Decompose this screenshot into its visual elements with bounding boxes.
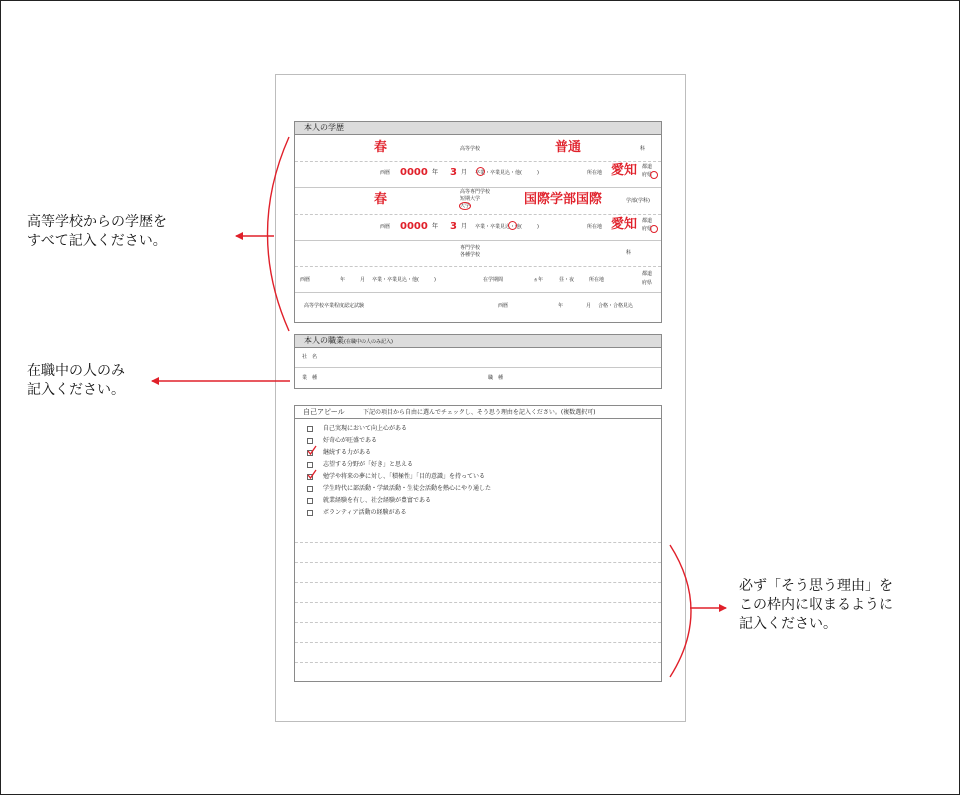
company-label: 社 名 xyxy=(302,354,318,360)
pref-suffix: 都道 xyxy=(642,271,653,277)
period-label: 在学期間 xyxy=(483,277,504,283)
note-line: 記入ください。 xyxy=(739,616,837,632)
pref-suffix: 都道 xyxy=(642,164,653,170)
year-label: 年 xyxy=(432,169,439,176)
department-2: 国際学部国際 xyxy=(524,192,603,207)
day-night-label: 昼・夜 xyxy=(559,277,575,283)
appeal-item-label: 志望する分野が「好き」と思える xyxy=(323,461,414,468)
note-line: 在職中の人のみ xyxy=(27,363,125,379)
grad-status-1: 卒業・卒業見込・他( ) xyxy=(475,170,539,176)
grad-status-2: 卒業・卒業見込・他( ) xyxy=(475,224,539,230)
dept-suffix-3: 科 xyxy=(626,250,632,256)
note-appeal xyxy=(739,577,893,634)
school-type-label: 各種学校 xyxy=(460,252,481,258)
era-label: 西暦 xyxy=(380,224,391,230)
location-label: 所在地 xyxy=(589,277,605,283)
appeal-item-label: 勉学や将来の夢に対し、「積極性」「目的意識」を持っている xyxy=(323,473,486,480)
school-type-label: 大学 xyxy=(460,203,471,209)
appeal-item-label: 好奇心が旺盛である xyxy=(323,437,378,444)
note-occupation xyxy=(27,362,125,400)
month-label: 月 xyxy=(461,223,468,230)
education-bracket xyxy=(268,137,290,331)
school-type-label: 専門学校 xyxy=(460,245,481,251)
location-label: 所在地 xyxy=(587,224,603,230)
pref-suffix: 府県 xyxy=(642,172,653,178)
month-label: 月 xyxy=(461,169,468,176)
grad-year-1: 0000 xyxy=(400,167,428,178)
note-line: 記入ください。 xyxy=(27,382,125,398)
occupation-title-note: (在職中の人のみ記入) xyxy=(344,339,393,345)
pref-suffix: 府県 xyxy=(642,226,653,232)
dept-suffix-1: 科 xyxy=(640,146,646,152)
location-label: 所在地 xyxy=(587,170,603,176)
year-label: 年 xyxy=(432,223,439,230)
education-header: 本人の学歴 xyxy=(294,121,662,135)
school-type-label-1: 高等学校 xyxy=(460,146,481,152)
appeal-item-label: 継続する力がある xyxy=(323,449,372,456)
pref-suffix: 都道 xyxy=(642,218,653,224)
appeal-title: 自己アピール xyxy=(303,408,345,416)
department-1: 普通 xyxy=(555,140,582,155)
exam-result-label: 合格・合格見込 xyxy=(598,303,634,309)
note-line: すべて記入ください。 xyxy=(27,233,167,249)
pref-suffix: 府県 xyxy=(642,280,653,286)
note-line: 高等学校からの学歴を xyxy=(27,214,167,230)
note-line: 必ず「そう思う理由」を xyxy=(739,578,893,594)
grad-month-1: 3 xyxy=(450,167,457,178)
school-name-1: 春 xyxy=(374,140,388,155)
job-type-label: 職 種 xyxy=(488,375,504,381)
year-label: 年 xyxy=(558,303,564,309)
year-label: 年 xyxy=(340,277,346,283)
school-type-label: 高等専門学校 xyxy=(460,189,491,195)
note-line: この枠内に収まるように xyxy=(739,597,893,613)
dept-suffix-2: 学部(学科) xyxy=(626,198,650,204)
appeal-item-label: ボランティア活動の経験がある xyxy=(323,509,407,516)
industry-label: 業 種 xyxy=(302,375,318,381)
month-label: 月 xyxy=(360,277,366,283)
era-label: 西暦 xyxy=(498,303,509,309)
appeal-item-label: 学生時代に部活動・学級活動・生徒会活動を熱心にやり通した xyxy=(323,485,492,492)
school-name-2: 春 xyxy=(374,192,388,207)
years-label: ヵ年 xyxy=(533,277,544,283)
appeal-instruction: 下記の項目から自由に選んでチェックし、そう思う理由を記入ください。(複数選択可) xyxy=(363,409,596,416)
prefecture-2: 愛知 xyxy=(611,217,638,232)
grad-status-3: 卒業・卒業見込・他( ) xyxy=(372,277,436,283)
grad-year-2: 0000 xyxy=(400,221,428,232)
occupation-title: 本人の職業 xyxy=(304,336,344,345)
era-label: 西暦 xyxy=(300,277,311,283)
grad-month-2: 3 xyxy=(450,221,457,232)
prefecture-1: 愛知 xyxy=(611,163,638,178)
appeal-item-label: 自己実現において向上心がある xyxy=(323,425,408,432)
equivalency-exam-label: 高等学校卒業程度認定試験 xyxy=(304,303,365,309)
appeal-bracket xyxy=(670,545,691,677)
month-label: 月 xyxy=(586,303,592,309)
era-label: 西暦 xyxy=(380,170,391,176)
school-type-label: 短期大学 xyxy=(460,196,481,202)
note-education xyxy=(27,213,167,251)
appeal-item-label: 就業経験を有し、社会経験が豊富である xyxy=(323,497,432,504)
